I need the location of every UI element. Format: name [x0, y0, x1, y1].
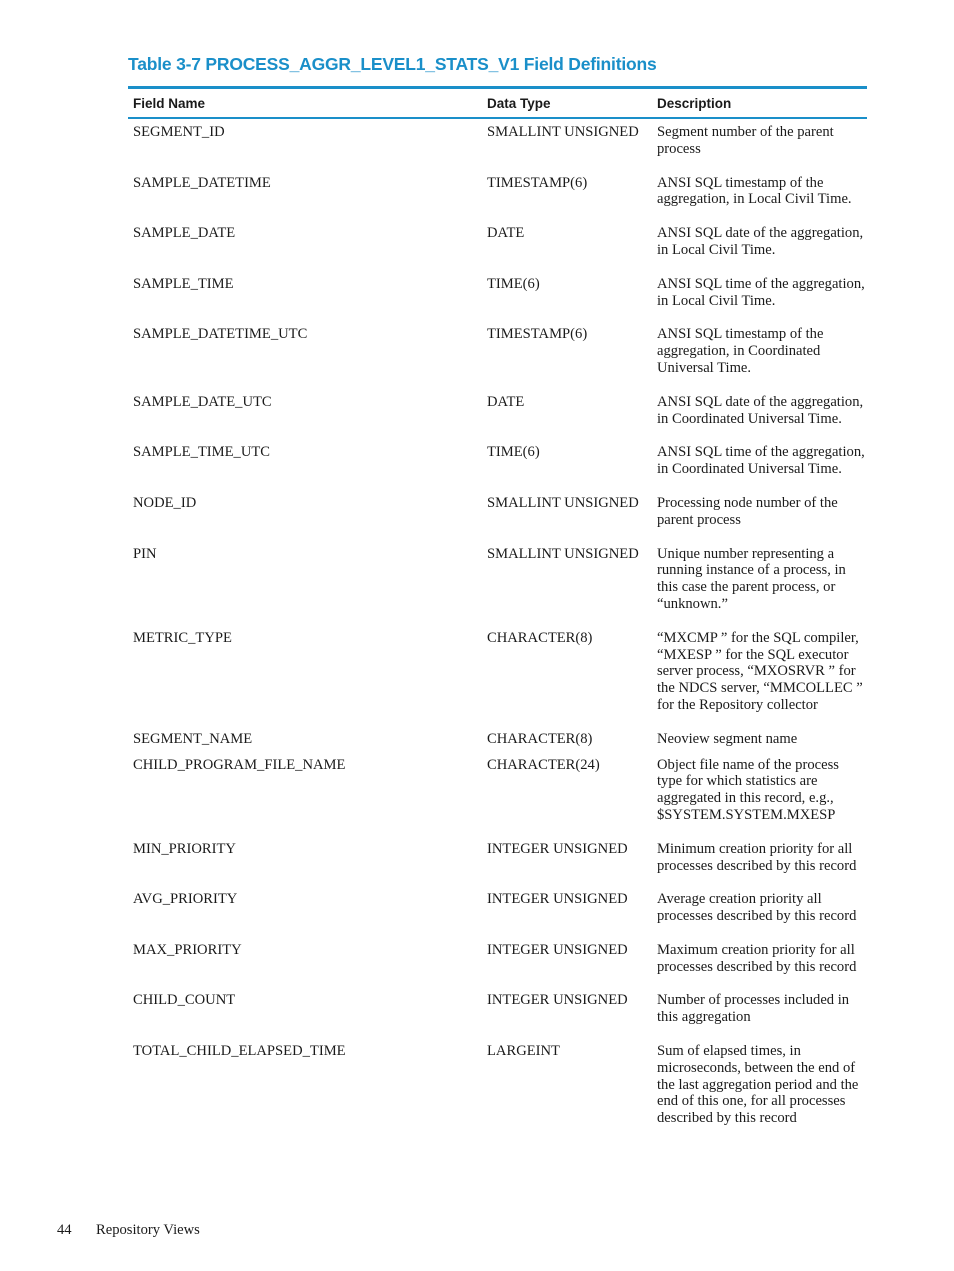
field-name-cell: CHILD_COUNT: [133, 992, 236, 1009]
description-cell: Minimum creation priority for all processes described by this record: [657, 840, 857, 874]
description-cell: Segment number of the parent process: [657, 124, 834, 157]
field-name-cell: MAX_PRIORITY: [133, 941, 242, 958]
data-type-cell: TIMESTAMP(6): [487, 326, 588, 343]
table-row: [128, 937, 867, 988]
field-name-cell: SEGMENT_NAME: [133, 730, 253, 747]
data-type-cell: LARGEINT: [487, 1043, 560, 1060]
field-name-cell: SAMPLE_TIME: [133, 275, 234, 292]
table-row: [128, 836, 867, 887]
table-row: [128, 541, 867, 625]
data-type-cell: TIME(6): [487, 275, 540, 292]
data-type-cell: DATE: [487, 225, 525, 242]
field-name-cell: AVG_PRIORITY: [133, 891, 238, 908]
field-name-cell: CHILD_PROGRAM_FILE_NAME: [133, 756, 346, 773]
description-cell: Unique number representing a running instance of a process, in this case the parent process, or “unknown.”: [657, 545, 846, 612]
data-type-cell: SMALLINT UNSIGNED: [487, 545, 639, 562]
table-row: [128, 321, 867, 388]
table-row: [128, 726, 867, 752]
field-name-cell: SAMPLE_TIME_UTC: [133, 444, 271, 461]
page-footer: [57, 1222, 200, 1239]
header-data-type: Data Type: [483, 88, 653, 119]
table-caption: Table 3-7 PROCESS_AGGR_LEVEL1_STATS_V1 Field Definitions: [128, 54, 657, 74]
field-name-cell: SAMPLE_DATE: [133, 225, 236, 242]
table-row: [128, 752, 867, 836]
field-name-cell: PIN: [133, 545, 157, 562]
description-cell: ANSI SQL time of the aggregation, in Coordinated Universal Time.: [657, 444, 865, 478]
description-cell: Processing node number of the parent process: [657, 494, 838, 528]
data-type-cell: CHARACTER(8): [487, 730, 593, 747]
field-name-cell: METRIC_TYPE: [133, 629, 232, 646]
description-cell: Number of processes included in this aggregation: [657, 992, 850, 1026]
field-name-cell: NODE_ID: [133, 494, 197, 511]
field-definitions-table: [128, 86, 867, 1139]
table-row: [128, 118, 867, 170]
data-type-cell: INTEGER UNSIGNED: [487, 941, 628, 958]
field-name-cell: TOTAL_CHILD_ELAPSED_TIME: [133, 1043, 346, 1060]
header-field-name: Field Name: [128, 88, 483, 119]
table-row: [128, 439, 867, 490]
data-type-cell: TIMESTAMP(6): [487, 174, 588, 191]
description-cell: ANSI SQL timestamp of the aggregation, in Local Civil Time.: [657, 174, 852, 208]
field-name-cell: SAMPLE_DATE_UTC: [133, 393, 272, 410]
description-cell: ANSI SQL time of the aggregation, in Local Civil Time.: [657, 275, 865, 309]
data-type-cell: SMALLINT UNSIGNED: [487, 494, 639, 511]
description-cell: “MXCMP ” for the SQL compiler, “MXESP ” for the SQL executor server process, “MXOSRVR ” for the NDCS server, “MMCOLLEC ” for the Repository collector: [657, 629, 863, 713]
data-type-cell: INTEGER UNSIGNED: [487, 891, 628, 908]
description-cell: ANSI SQL date of the aggregation, in Local Civil Time.: [657, 225, 864, 258]
field-name-cell: SEGMENT_ID: [133, 124, 225, 140]
data-type-cell: SMALLINT UNSIGNED: [487, 124, 639, 140]
field-name-cell: MIN_PRIORITY: [133, 840, 236, 857]
field-name-cell: SAMPLE_DATETIME_UTC: [133, 326, 308, 343]
table-row: [128, 987, 867, 1038]
table-row: [128, 886, 867, 937]
field-name-cell: SAMPLE_DATETIME: [133, 174, 271, 191]
description-cell: Neoview segment name: [657, 730, 798, 747]
description-cell: Object file name of the process type for which statistics are aggregated in this record, e.g., $SYSTEM.SYSTEM.MXESP: [657, 756, 839, 823]
data-type-cell: CHARACTER(24): [487, 756, 600, 773]
table-row: [128, 271, 867, 322]
description-cell: Maximum creation priority for all processes described by this record: [657, 941, 857, 975]
page-number: 44: [57, 1222, 72, 1238]
data-type-cell: INTEGER UNSIGNED: [487, 840, 628, 857]
data-type-cell: CHARACTER(8): [487, 629, 593, 646]
data-type-cell: INTEGER UNSIGNED: [487, 992, 628, 1009]
description-cell: Sum of elapsed times, in microseconds, between the end of the last aggregation period and the end of this one, for all processes described by this record: [657, 1043, 859, 1127]
description-cell: ANSI SQL date of the aggregation, in Coordinated Universal Time.: [657, 393, 864, 427]
footer-section-title: Repository Views: [96, 1222, 200, 1238]
description-cell: Average creation priority all processes described by this record: [657, 891, 857, 925]
description-cell: ANSI SQL timestamp of the aggregation, in Coordinated Universal Time.: [657, 326, 824, 376]
data-type-cell: TIME(6): [487, 444, 540, 461]
table-row: [128, 389, 867, 440]
data-type-cell: DATE: [487, 393, 525, 410]
table-row: [128, 170, 867, 221]
table-header-row: [128, 88, 867, 119]
table-row: [128, 220, 867, 271]
table-row: [128, 1038, 867, 1139]
table-row: [128, 490, 867, 541]
header-description: Description: [653, 88, 867, 119]
table-row: [128, 625, 867, 726]
